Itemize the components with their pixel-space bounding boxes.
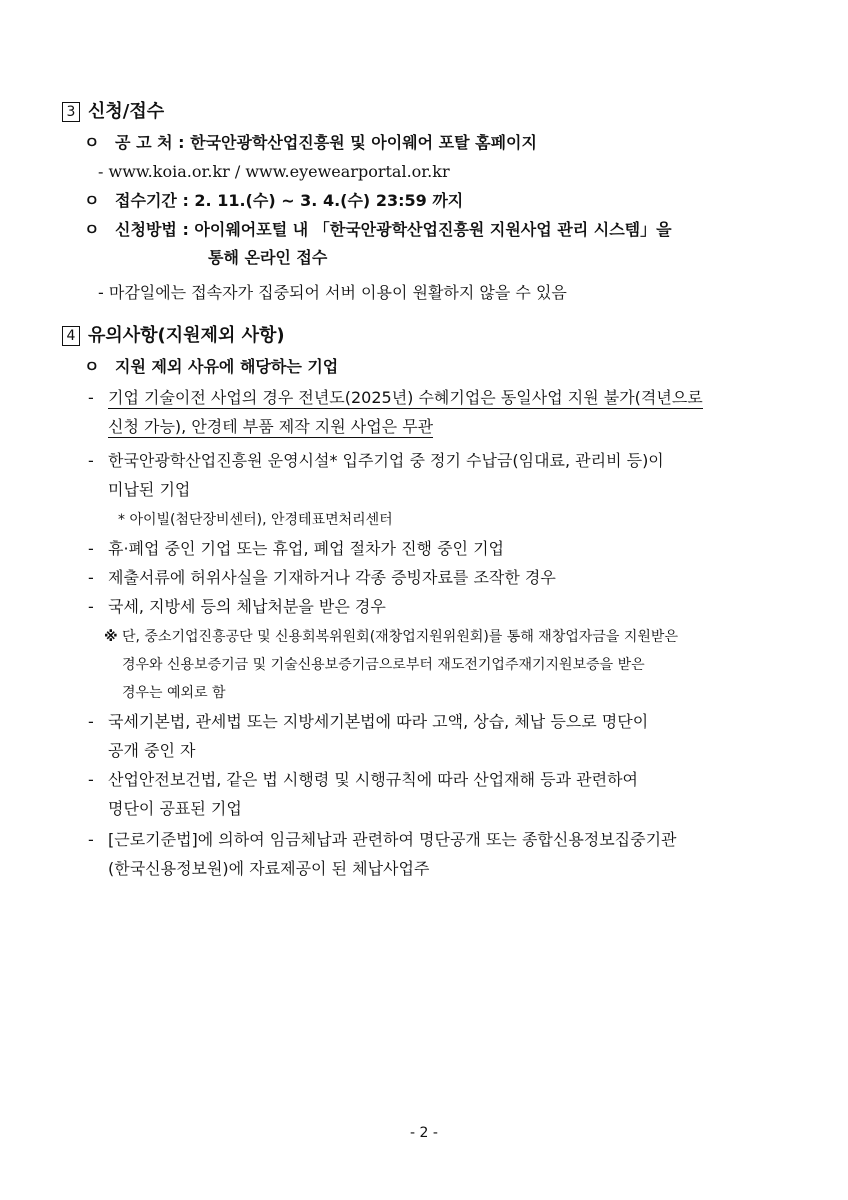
period-line	[84, 190, 463, 212]
method-value-2: 통해 온라인 접수	[208, 248, 328, 267]
item-4: 제출서류에 허위사실을 기재하거나 각종 증빙자료를 조작한 경우	[108, 568, 556, 587]
item-1-line-1: 기업 기술이전 사업의 경우 전년도(2025년) 수혜기업은 동일사업 지원 불가(격년으로	[108, 388, 703, 407]
item-2-line-2: 미납된 기업	[108, 480, 191, 499]
item-2-line-1: 한국안광학산업진흥원 운영시설* 입주기업 중 정기 수납금(임대료, 관리비 등)이	[108, 451, 664, 470]
circle-bullet-icon: ㅇ	[84, 133, 100, 152]
exclusion-subheading	[84, 356, 338, 378]
list-item-dash: -	[88, 388, 94, 407]
list-item-dash: -	[88, 597, 94, 616]
urls-line: - www.koia.or.kr / www.eyewearportal.or.kr	[98, 162, 450, 181]
item-5-note-line-1: 단, 중소기업진흥공단 및 신용회복위원회(재창업지원위원회)를 통해 재창업자금을 지원받은	[122, 629, 678, 645]
circle-bullet-icon: ㅇ	[84, 357, 100, 376]
item-5-note-line-2: 경우와 신용보증기금 및 기술신용보증기금으로부터 재도전기업주재기지원보증을 받은	[122, 657, 645, 673]
list-item-dash: -	[88, 712, 94, 731]
section-3-title: 신청/접수	[88, 101, 165, 122]
period-value: 2. 11.(수) ~ 3. 4.(수) 23:59 까지	[194, 191, 464, 210]
page-number: - 2 -	[410, 1125, 438, 1141]
circle-bullet-icon: ㅇ	[84, 191, 100, 210]
circle-bullet-icon: ㅇ	[84, 220, 100, 239]
item-2-note: * 아이빌(첨단장비센터), 안경테표면처리센터	[118, 512, 393, 528]
item-3: 휴·폐업 중인 기업 또는 휴업, 폐업 절차가 진행 중인 기업	[108, 539, 504, 558]
item-6-line-2: 공개 중인 자	[108, 741, 196, 760]
method-label: 신청방법 :	[115, 220, 189, 239]
section-number-box: 3	[62, 102, 80, 122]
exclusion-subheading-text: 지원 제외 사유에 해당하는 기업	[115, 357, 339, 376]
period-label: 접수기간 :	[115, 191, 189, 210]
reference-mark-icon: ※	[104, 629, 118, 645]
agency-line	[84, 132, 537, 154]
item-7-line-2: 명단이 공표된 기업	[108, 799, 242, 818]
method-note: - 마감일에는 접속자가 집중되어 서버 이용이 원활하지 않을 수 있음	[98, 283, 567, 302]
item-5: 국세, 지방세 등의 체납처분을 받은 경우	[108, 597, 386, 616]
item-1-line-2: 신청 가능), 안경테 부품 제작 지원 사업은 무관	[108, 417, 434, 436]
item-5-note-line-3: 경우는 예외로 함	[122, 685, 226, 701]
list-item-dash: -	[88, 830, 94, 849]
list-item-dash: -	[88, 770, 94, 789]
method-line	[84, 219, 672, 241]
section-4-header	[62, 325, 285, 347]
list-item-dash: -	[88, 568, 94, 587]
item-6-line-1: 국세기본법, 관세법 또는 지방세기본법에 따라 고액, 상습, 체납 등으로 명단이	[108, 712, 649, 731]
method-value-1: 아이웨어포털 내 「한국안광학산업진흥원 지원사업 관리 시스템」을	[194, 220, 672, 239]
section-3-header	[62, 101, 164, 123]
item-8-line-2: (한국신용정보원)에 자료제공이 된 체납사업주	[108, 859, 430, 878]
agency-label: 공 고 처 :	[115, 133, 185, 152]
item-8-line-1: [근로기준법]에 의하여 임금체납과 관련하여 명단공개 또는 종합신용정보집중기관	[108, 830, 677, 849]
list-item-dash: -	[88, 539, 94, 558]
section-number-box: 4	[62, 326, 80, 346]
item-7-line-1: 산업안전보건법, 같은 법 시행령 및 시행규칙에 따라 산업재해 등과 관련하여	[108, 770, 638, 789]
agency-value: 한국안광학산업진흥원 및 아이웨어 포탈 홈페이지	[190, 133, 537, 152]
section-4-title: 유의사항(지원제외 사항)	[88, 325, 285, 346]
list-item-dash: -	[88, 451, 94, 470]
